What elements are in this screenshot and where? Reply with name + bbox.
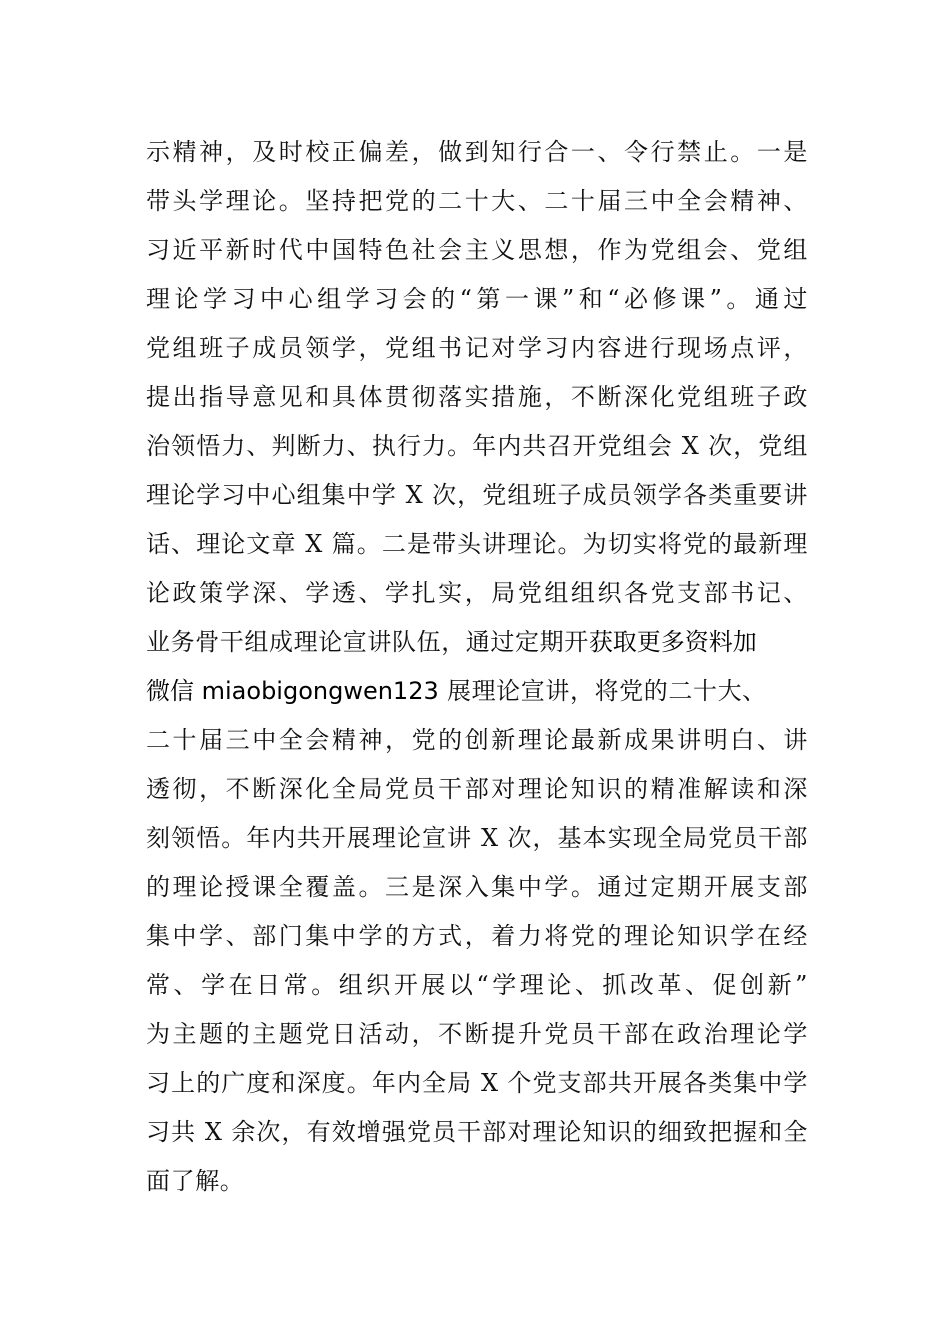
text-line: 习近平新时代中国特色社会主义思想，作为党组会、党组: [146, 236, 808, 264]
text-line: 面了解。: [146, 1167, 245, 1195]
text-line: 理论学习中心组集中学 X 次，党组班子成员领学各类重要讲: [146, 481, 808, 509]
text-line-with-watermark: [146, 618, 808, 667]
text-line: 理论学习中心组学习会的“第一课”和“必修课”。通过: [146, 285, 808, 313]
text-line: 话、理论文章 X 篇。二是带头讲理论。为切实将党的最新理: [146, 530, 808, 558]
text-segment: 业务骨干组成理论宣讲队伍，通过定期开: [146, 628, 589, 656]
text-line: 刻领悟。年内共开展理论宣讲 X 次，基本实现全局党员干部: [146, 824, 808, 852]
text-line: 提出指导意见和具体贯彻落实措施，不断深化党组班子政: [146, 383, 808, 411]
text-line: 常、学在日常。组织开展以“学理论、抓改革、促创新”: [146, 971, 808, 999]
text-line: 示精神，及时校正偏差，做到知行合一、令行禁止。一是: [146, 138, 808, 166]
text-line: 二十届三中全会精神，党的创新理论最新成果讲明白、讲: [146, 726, 808, 754]
text-line: 习上的广度和深度。年内全局 X 个党支部共开展各类集中学: [146, 1069, 808, 1097]
text-line: 论政策学深、学透、学扎实，局党组组织各党支部书记、: [146, 579, 808, 607]
text-line: 习共 X 余次，有效增强党员干部对理论知识的细致把握和全: [146, 1118, 808, 1146]
text-line: 为主题的主题党日活动，不断提升党员干部在政治理论学: [146, 1020, 808, 1048]
text-line: 带头学理论。坚持把党的二十大、二十届三中全会精神、: [146, 187, 808, 215]
text-line-with-watermark: [146, 667, 808, 716]
text-line: 集中学、部门集中学的方式，着力将党的理论知识学在经: [146, 922, 808, 950]
text-line: 治领悟力、判断力、执行力。年内共召开党组会 X 次，党组: [146, 432, 808, 460]
text-segment: 展理论宣讲，将党的二十大、: [446, 677, 767, 705]
text-line: 党组班子成员领学，党组书记对学习内容进行现场点评，: [146, 334, 808, 362]
text-line: 的理论授课全覆盖。三是深入集中学。通过定期开展支部: [146, 873, 808, 901]
watermark-text: 获取更多资料加: [588, 628, 757, 656]
body-paragraph: [146, 128, 808, 1206]
watermark-text: 微信 miaobigongwen123: [146, 677, 439, 705]
text-line: 透彻，不断深化全局党员干部对理论知识的精准解读和深: [146, 775, 808, 803]
